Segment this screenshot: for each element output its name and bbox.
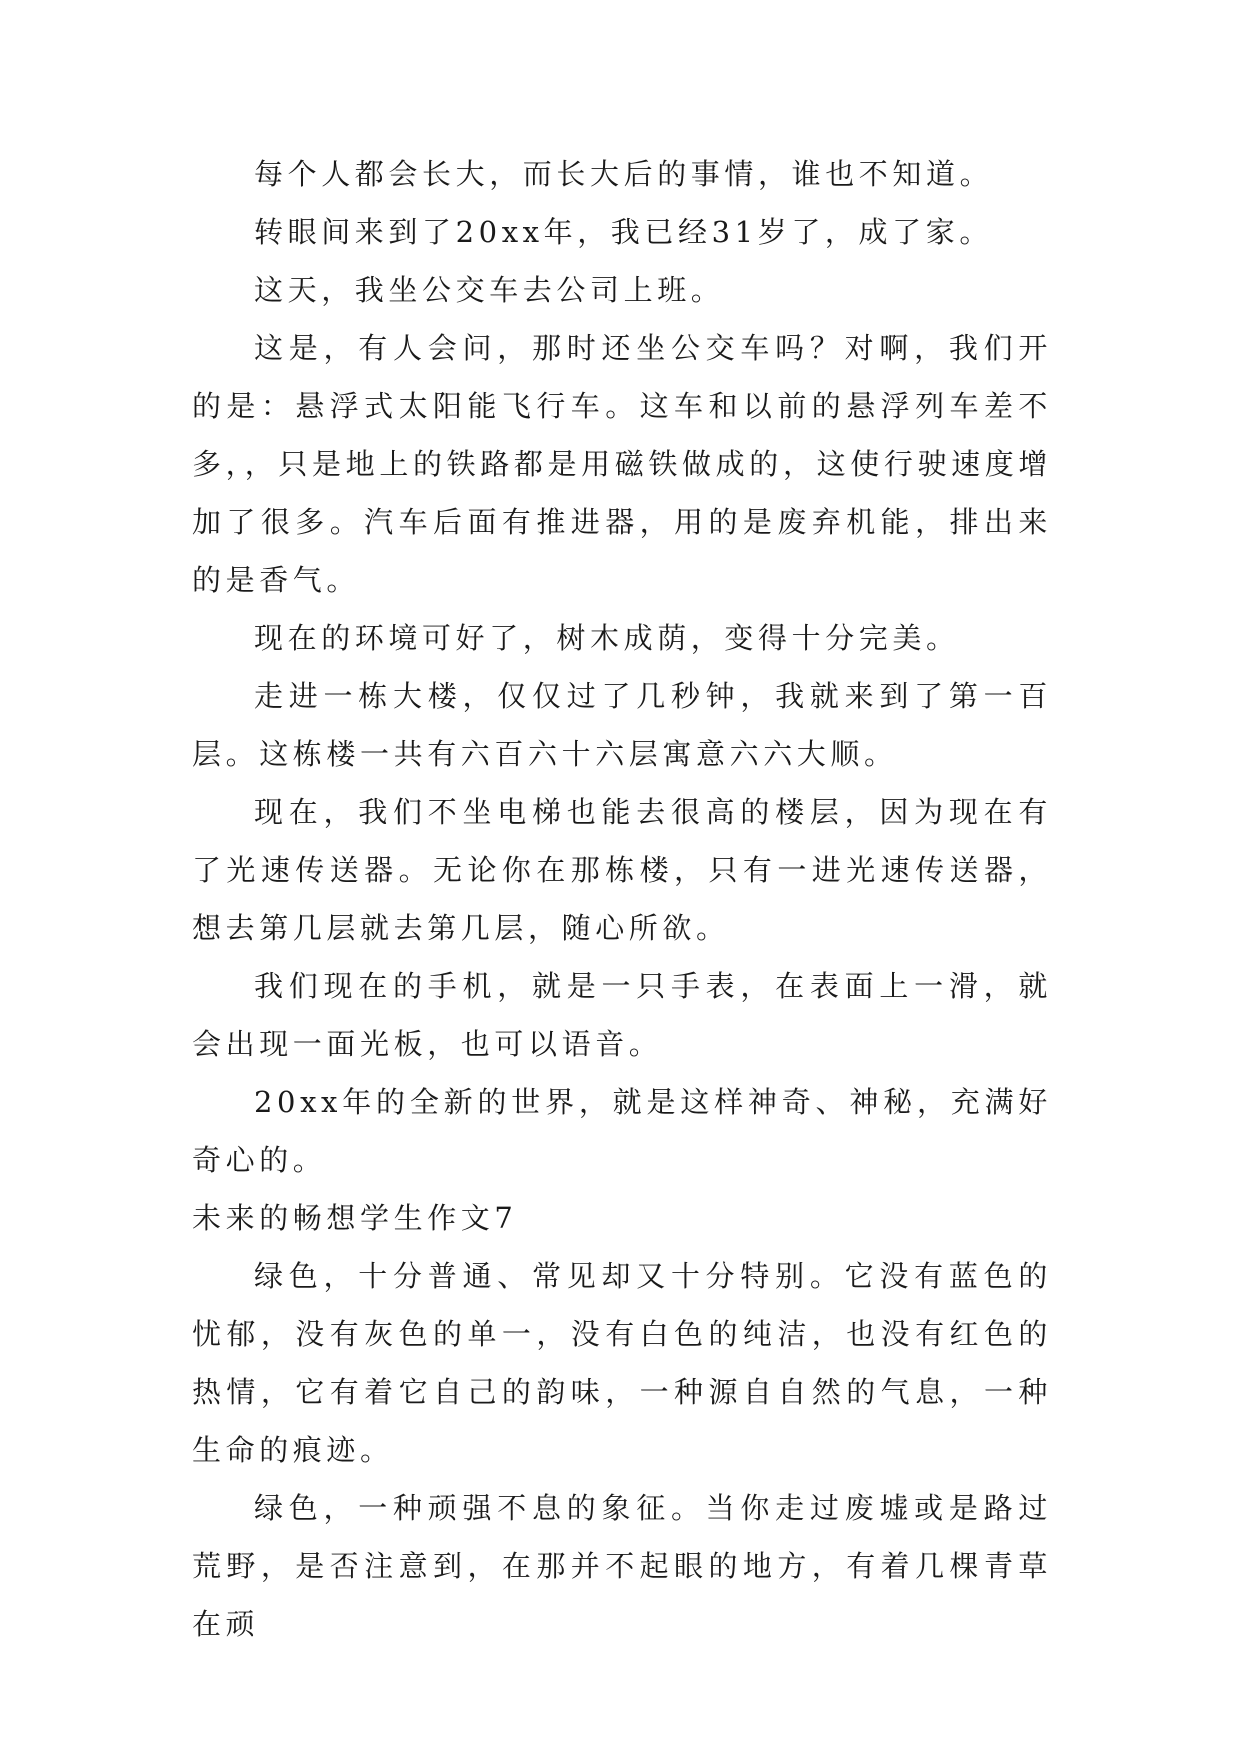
paragraph-10: 绿色，十分普通、常见却又十分特别。它没有蓝色的忧郁，没有灰色的单一，没有白色的纯洁，也没有红色的热情，它有着它自己的韵味，一种源自自然的气息，一种生命的痕迹。 xyxy=(192,1259,1052,1467)
paragraph-2: 转眼间来到了20xx年，我已经31岁了，成了家。 xyxy=(254,215,993,249)
paragraph-4: 这是，有人会问，那时还坐公交车吗？对啊，我们开的是：悬浮式太阳能飞行车。这车和以前的悬浮列车差不多，，只是地上的铁路都是用磁铁做成的，这使行驶速度增加了很多。汽车后面有推进器，用的是废弃机能，排出来的是香气。 xyxy=(192,331,1052,597)
document-page xyxy=(192,145,1052,1653)
paragraph-6: 走进一栋大楼，仅仅过了几秒钟，我就来到了第一百层。这栋楼一共有六百六十六层寓意六六大顺。 xyxy=(192,679,1052,771)
paragraph-3: 这天，我坐公交车去公司上班。 xyxy=(254,273,725,307)
paragraph-9: 20xx年的全新的世界，就是这样神奇、神秘，充满好奇心的。 xyxy=(192,1085,1052,1177)
paragraph-7: 现在，我们不坐电梯也能去很高的楼层，因为现在有了光速传送器。无论你在那栋楼，只有一进光速传送器，想去第几层就去第几层，随心所欲。 xyxy=(192,795,1052,945)
paragraph-8: 我们现在的手机，就是一只手表，在表面上一滑，就会出现一面光板，也可以语音。 xyxy=(192,969,1052,1061)
section-heading: 未来的畅想学生作文7 xyxy=(192,1201,518,1235)
paragraph-1: 每个人都会长大，而长大后的事情，谁也不知道。 xyxy=(254,157,994,191)
paragraph-11: 绿色，一种顽强不息的象征。当你走过废墟或是路过荒野，是否注意到，在那并不起眼的地方，有着几棵青草在顽 xyxy=(192,1491,1052,1641)
paragraph-5: 现在的环境可好了，树木成荫，变得十分完美。 xyxy=(254,621,960,655)
